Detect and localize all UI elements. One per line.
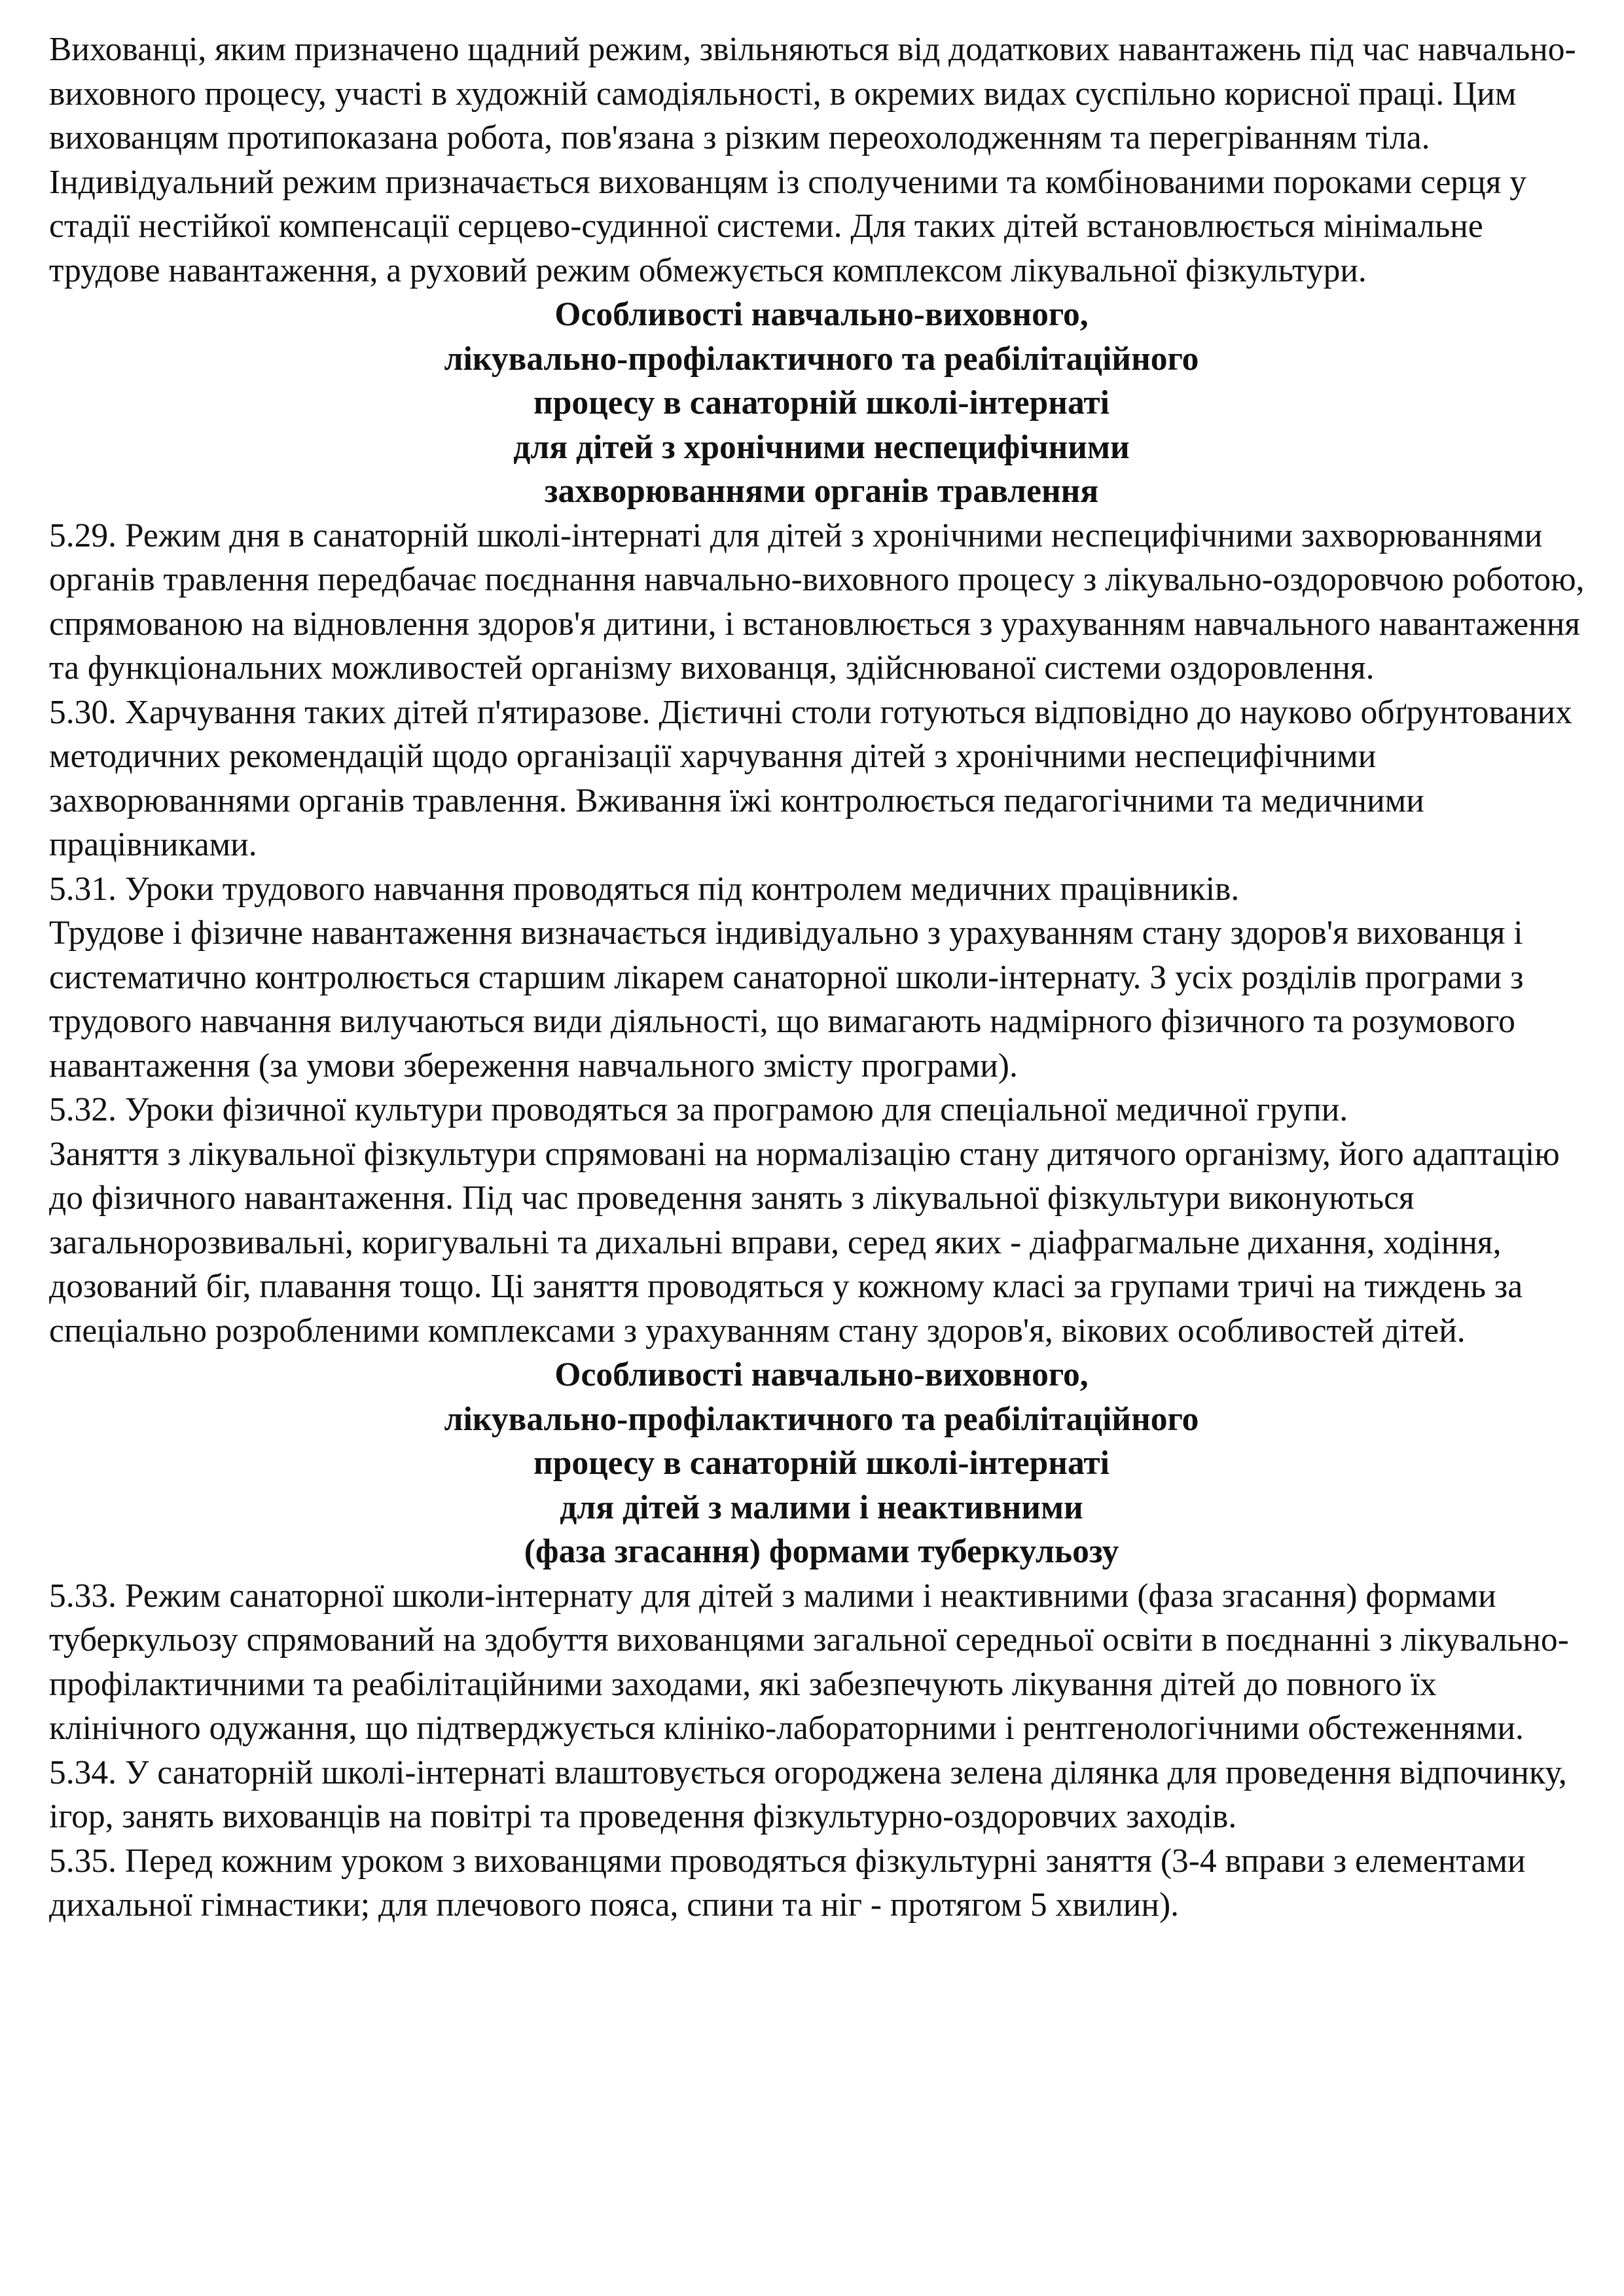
paragraph: 5.30. Харчування таких дітей п'ятиразове. Дієтичні столи готуються відповідно до науково обґрунтованих методичних рекомендацій щодо організації харчування дітей з хронічними неспецифічними захворюваннями органів травлення. Вживання їжі контролюється педагогічними та медичними працівниками. xyxy=(49,693,1572,863)
paragraph: 5.31. Уроки трудового навчання проводяться під контролем медичних працівників. xyxy=(49,870,1240,908)
heading-line: (фаза згасання) формами туберкульозу xyxy=(524,1533,1119,1570)
paragraph: 5.29. Режим дня в санаторній школі-інтернаті для дітей з хронічними неспецифічними захворюваннями органів травлення передбачає поєднання навчально-виховного процесу з лікувально-оздоровчою роботою, спрямованою на відновлення здоров'я дитини, і встановлюється з урахуванням навчального навантаження та функціональних можливостей організму вихованця, здійснюваної системи оздоровлення. xyxy=(49,516,1585,687)
heading-line: процесу в санаторній школі-інтернаті xyxy=(533,1444,1110,1482)
paragraph: 5.35. Перед кожним уроком з вихованцями проводяться фізкультурні заняття (3-4 вправи з елементами дихальної гімнастики; для плечового пояса, спини та ніг - протягом 5 хвилин). xyxy=(49,1842,1526,1924)
section-heading xyxy=(49,1353,1594,1574)
paragraph: Індивідуальний режим призначається вихованцям із сполученими та комбінованими пороками серця у стадії нестійкої компенсації серцево-судинної системи. Для таких дітей встановлюється мінімальне трудове навантаження, а руховий режим обмежується комплексом лікувальної фізкультури. xyxy=(49,163,1527,289)
heading-line: лікувально-профілактичного та реабілітаційного xyxy=(444,340,1199,378)
heading-line: для дітей з малими і неактивними xyxy=(560,1488,1083,1526)
paragraph: 5.32. Уроки фізичної культури проводяться за програмою для спеціальної медичної групи. xyxy=(49,1091,1348,1128)
heading-line: лікувально-профілактичного та реабілітаційного xyxy=(444,1400,1199,1438)
heading-line: захворюваннями органів травлення xyxy=(544,473,1099,510)
heading-line: процесу в санаторній школі-інтернаті xyxy=(533,384,1110,422)
heading-line: для дітей з хронічними неспецифічними xyxy=(513,428,1130,466)
document-page xyxy=(49,27,1594,1928)
heading-line: Особливості навчально-виховного, xyxy=(554,1356,1089,1393)
heading-line: Особливості навчально-виховного, xyxy=(554,296,1089,333)
paragraph: Вихованці, яким призначено щадний режим, звільняються від додаткових навантажень під час навчально-виховного процесу, участі в художній самодіяльності, в окремих видах суспільно корисної праці. Цим вихованцям протипоказана робота, пов'язана з різким переохолодженням та перегріванням тіла. xyxy=(49,31,1576,156)
section-heading xyxy=(49,293,1594,514)
paragraph: Заняття з лікувальної фізкультури спрямовані на нормалізацію стану дитячого організму, його адаптацію до фізичного навантаження. Під час проведення занять з лікувальної фізкультури виконуються загальнорозвивальні, коригувальні та дихальні вправи, серед яких - діафрагмальне дихання, ходіння, дозований біг, плавання тощо. Ці заняття проводяться у кожному класі за групами тричі на тиждень за спеціально розробленими комплексами з урахуванням стану здоров'я, вікових особливостей дітей. xyxy=(49,1135,1560,1350)
paragraph: 5.34. У санаторній школі-інтернаті влаштовується огороджена зелена ділянка для проведення відпочинку, ігор, занять вихованців на повітрі та проведення фізкультурно-оздоровчих заходів. xyxy=(49,1753,1567,1835)
paragraph: 5.33. Режим санаторної школи-інтернату для дітей з малими і неактивними (фаза згасання) формами туберкульозу спрямований на здобуття вихованцями загальної середньої освіти в поєднанні з лікувально-профілактичними та реабілітаційними заходами, які забезпечують лікування дітей до повного їх клінічного одужання, що підтверджується клініко-лабораторними і рентгенологічними обстеженнями. xyxy=(49,1577,1569,1747)
paragraph: Трудове і фізичне навантаження визначається індивідуально з урахуванням стану здоров'я вихованця і систематично контролюється старшим лікарем санаторної школи-інтернату. З усіх розділів програми з трудового навчання вилучаються види діяльності, що вимагають надмірного фізичного та розумового навантаження (за умови збереження навчального змісту програми). xyxy=(49,914,1524,1085)
